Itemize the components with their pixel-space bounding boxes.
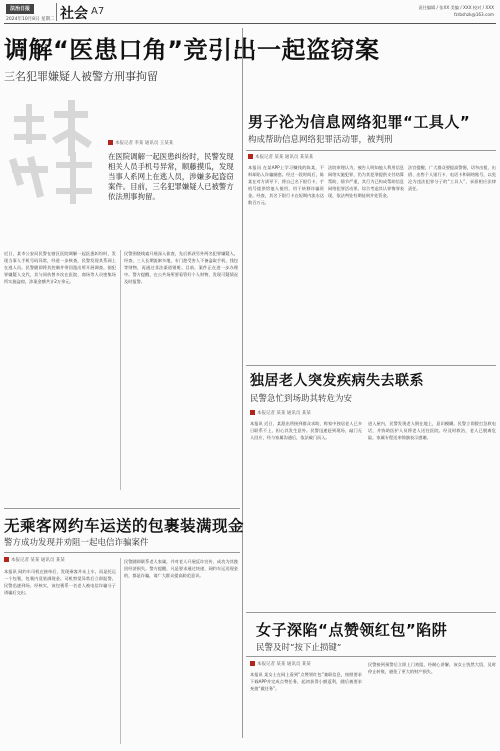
right-bottom-col-1: 本报讯 某女士在网上看到“点赞领红包”兼职信息，按照要求下载APP并完成点赞任务，起初获得小额返利，随后被要求充值“做任务”。: [250, 672, 362, 691]
col-divider: [120, 250, 121, 490]
right-bottom-byline: 本报记者 某某 通讯员 某某: [250, 661, 311, 667]
byline-marker-icon: [248, 154, 253, 159]
right-top-col-3: 法官提醒，广大群众要提高警惕，切勿出租、出借、出售个人银行卡、电话卡和网络账号，以免沦为违法犯罪分子的“工具人”，承担相应法律责任。: [408, 165, 496, 191]
right-mid-subtitle: 民警急忙到场助其转危为安: [250, 394, 353, 404]
right-bottom-rule: [246, 656, 496, 657]
right-top-col-1: 本报讯 在某APP上学习赚钱的陈某，不料却陷入诈骗圈套。经过一段时间后，陈某在对方诱导下，将自己名下银行卡、手机号提供给他人使用，用于转移诈骗资金。经查，其名下银行卡在短期内流水达数百万元。: [248, 165, 324, 205]
left-bottom-col-2: 民警随即联系老人家属，并对老人开展反诈宣传，成功为其挽回经济损失。警方提醒，凡是要求通过快递、网约车运送现金的，都是诈骗，请广大群众提高防范意识。: [124, 559, 238, 578]
paper-name: 法治日报: [9, 6, 30, 12]
masthead-rule: [4, 23, 496, 24]
byline-marker-icon: [250, 661, 255, 666]
byline-marker-icon: [250, 410, 255, 415]
left-bottom-rule: [4, 552, 240, 553]
lead-byline: 本报记者 李某 通讯员 王某某: [108, 140, 173, 146]
right-mid-headline: 独居老人突发疾病失去联系: [250, 373, 424, 389]
byline-marker-icon: [4, 557, 9, 562]
date-line: 2024年10月8日 星期二: [6, 17, 55, 22]
col-divider: [120, 558, 121, 744]
right-bottom-rule-top: [246, 612, 496, 613]
editor-line: 责任编辑 / 张XX 美编 / XXX 校对 / XXX: [418, 5, 494, 10]
byline-marker-icon: [108, 140, 113, 145]
lead-subtitle: 三名犯罪嫌疑人被警方刑事拘留: [4, 70, 158, 83]
page-center-divider: [242, 28, 243, 738]
right-bottom-col-2: 民警接到预警后立即上门劝阻，经耐心讲解，该女士恍然大悟，及时停止转账，避免了更大的财产损失。: [368, 662, 496, 674]
lead-callout: 在医院调解一起医患纠纷时，民警发现相关人员手机号异常，顺藤摸瓜，发现当事人系网上在逃人员，涉嫌多起盗窃案件。目前，三名犯罪嫌疑人已被警方依法刑事拘留。: [108, 152, 234, 201]
right-top-subtitle: 构成帮助信息网络犯罪活动罪，被判刑: [248, 135, 393, 145]
contact-email: fzrbshzk@163.com: [454, 12, 494, 17]
lead-headline: 调解“医患口角”竞引出一起盗窃案: [4, 36, 380, 64]
lead-body-col-2: 民警围绕线索开展深入侦查，先后抓获另外两名犯罪嫌疑人。经查，三人长期流窜多地，专门趁受害人不备盗取手机、钱包等财物，再通过非法渠道销赃。目前，案件正在进一步办理中。警方提醒，在公共场所要看管好个人财物，发现可疑情况及时报警。: [124, 251, 238, 284]
right-top-col-2: 法院审理认为，被告人明知他人利用信息网络实施犯罪，仍为其犯罪提供支付结算帮助，情节严重，其行为已构成帮助信息网络犯罪活动罪。综合考虑其认罪悔罪表现，依法判处有期徒刑并处罚金。: [328, 165, 404, 198]
left-bottom-rule-top: [4, 508, 240, 509]
paper-logo: [6, 4, 34, 14]
right-bottom-headline: 女子深陷“点赞领红包”陷阱: [256, 621, 448, 639]
left-bottom-byline: 本报记者 某某 通讯员 某某: [4, 557, 65, 563]
masthead-divider: [56, 3, 57, 21]
left-bottom-subtitle: 警方成功发现并劝阻一起电信诈骗案件: [4, 538, 149, 548]
right-bottom-subtitle: 民警及时“按下止损键”: [256, 643, 342, 653]
calligraphy-decoration: [4, 96, 100, 218]
left-bottom-headline: 无乘客网约车运送的包裹装满现金: [4, 517, 245, 535]
right-top-rule: [246, 150, 496, 151]
lead-body-col-1: 近日，某市公安局民警在辖区医院调解一起医患纠纷时，发现当事人手机号码异常，经进一步核查，民警发现其系网上在逃人员。民警随即将其控制并带回派出所开展调查。据犯罪嫌疑人交代，其与同伙曾多次在医院、商场等人员密集场所实施盗窃，涉案金额共计2万余元。: [4, 251, 116, 284]
page-number: A7: [91, 6, 105, 17]
right-mid-col-1: 本报讯 近日，某派出所接到群众求助，称家中独居老人已多日联系不上，担心其发生意外。民警迅速赶到现场，敲门无人回应，经与家属沟通后，依法破门而入。: [250, 421, 362, 440]
right-mid-rule-top: [246, 365, 496, 366]
right-top-byline: 本报记者 某某 通讯员 某某某: [248, 154, 313, 160]
section-title: 社会: [60, 6, 88, 22]
right-top-headline: 男子沦为信息网络犯罪“工具人”: [248, 113, 471, 131]
right-mid-col-2: 进入屋内，民警发现老人倒在地上，意识模糊。民警立即拨打急救电话，并协助医护人员将老人送往医院。经及时救治，老人已脱离危险，家属专程送来锦旗表示感谢。: [368, 421, 496, 440]
left-bottom-col-1: 本报讯 网约车司机在接单后，发现乘客并未上车，而是托运一个包裹，包裹内竟装满现金。司机察觉异常后立即报警。民警迅速到场，经核实，该包裹系一名老人被电信诈骗分子诱骗后交出。: [4, 569, 116, 595]
right-mid-byline: 本报记者 某某 通讯员 某某: [250, 410, 311, 416]
